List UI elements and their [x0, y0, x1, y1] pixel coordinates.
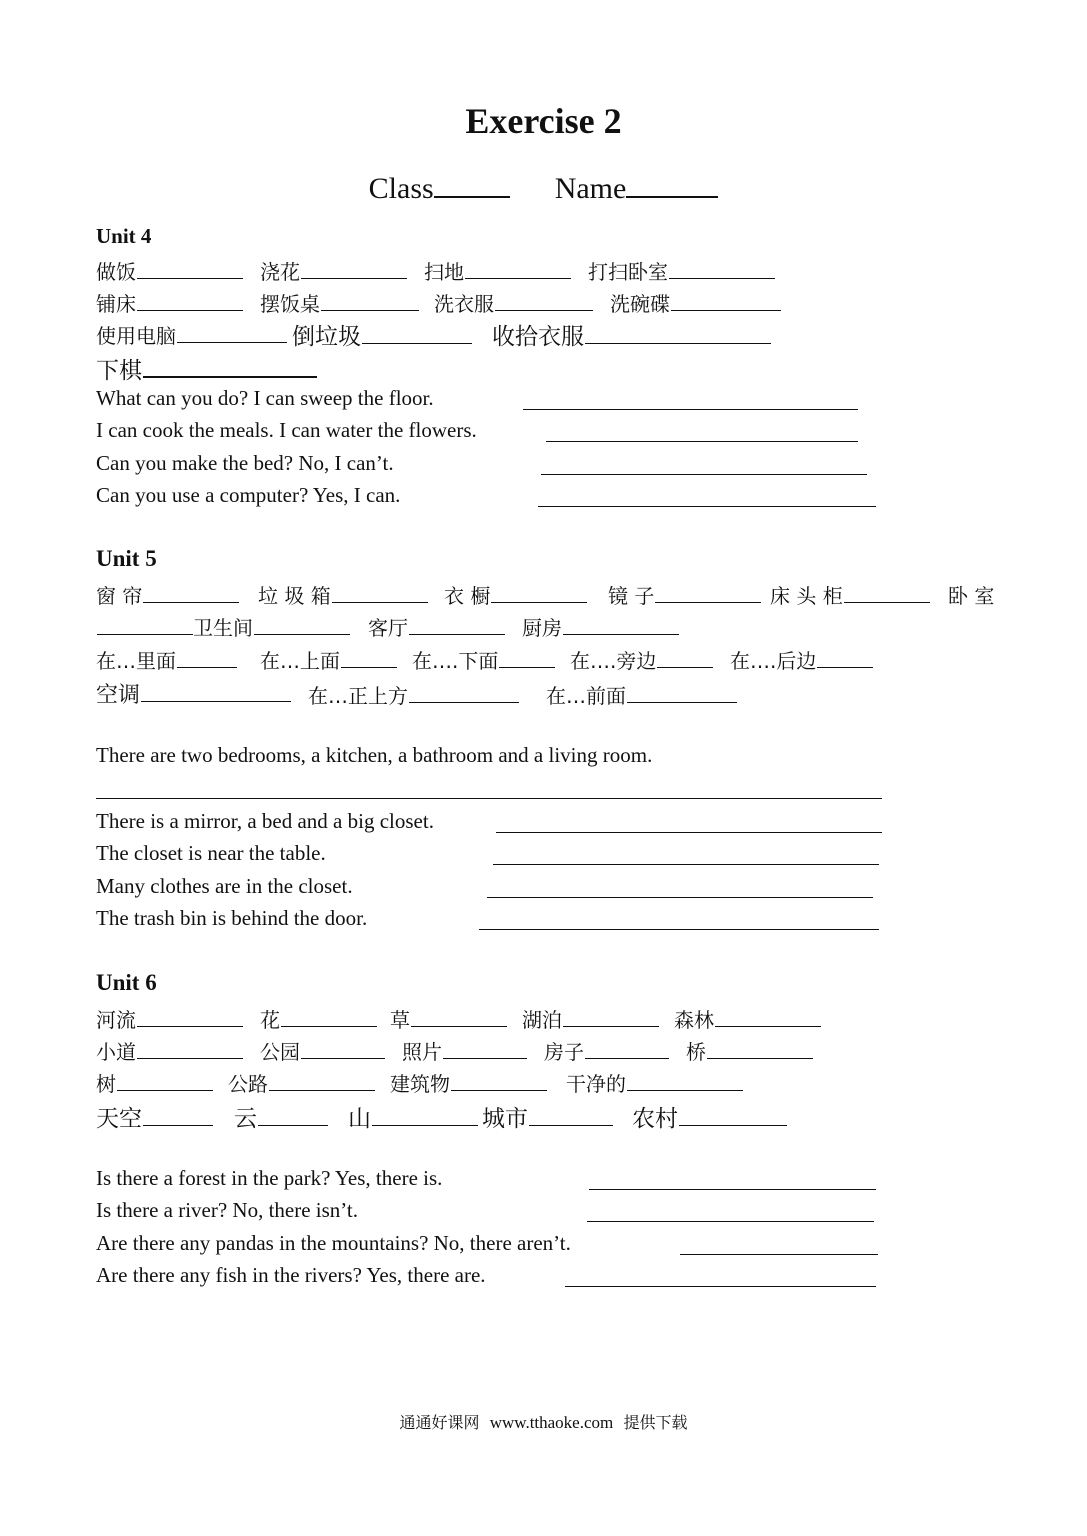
- answer-blank[interactable]: [627, 1070, 743, 1091]
- answer-blank[interactable]: [465, 258, 571, 279]
- vocab-item: 草: [390, 1004, 507, 1033]
- vocab-item: 云: [234, 1100, 328, 1133]
- vocab-item: 在…前面: [546, 680, 737, 709]
- answer-blank[interactable]: [669, 258, 775, 279]
- vocab-item: 在…正上方: [308, 680, 519, 709]
- vocab-item: 厨房: [522, 612, 679, 641]
- unit5-heading: Unit 5: [96, 546, 157, 571]
- vocab-item: 收拾衣服: [492, 318, 771, 351]
- answer-blank[interactable]: [332, 582, 428, 603]
- vocab-item: 使用电脑: [96, 320, 287, 349]
- vocab-item: 河流: [96, 1004, 243, 1033]
- vocab-item: 卧 室: [948, 584, 995, 608]
- unit5-sentence: The closet is near the table.: [96, 841, 326, 865]
- answer-blank[interactable]: [499, 647, 555, 668]
- answer-blank[interactable]: [585, 1038, 669, 1059]
- unit5-sentence: The trash bin is behind the door.: [96, 906, 368, 930]
- answer-blank[interactable]: [137, 1038, 243, 1059]
- answer-blank[interactable]: [411, 1006, 507, 1027]
- vocab-item: 小道: [96, 1036, 243, 1065]
- vocab-item: 浇花: [260, 256, 407, 285]
- answer-blank[interactable]: [715, 1006, 821, 1027]
- vocab-item: 森林: [674, 1004, 821, 1033]
- vocab-item: 镜 子: [608, 580, 761, 609]
- vocab-item: 山: [348, 1100, 478, 1133]
- vocab-item: 城市: [482, 1100, 613, 1133]
- unit5-sentence: Many clothes are in the closet.: [96, 874, 353, 898]
- vocab-item: 在….下面: [412, 645, 555, 674]
- vocab-item: 花: [260, 1004, 377, 1033]
- vocab-item: 公园: [260, 1036, 385, 1065]
- translation-blank[interactable]: [479, 909, 879, 930]
- unit6-sentence: Are there any fish in the rivers? Yes, there are.: [96, 1263, 486, 1287]
- unit4-heading: Unit 4: [96, 224, 152, 248]
- answer-blank[interactable]: [258, 1105, 328, 1126]
- vocab-item: 公路: [228, 1068, 375, 1097]
- unit6-heading: Unit 6: [96, 970, 157, 995]
- answer-blank[interactable]: [137, 258, 243, 279]
- answer-blank[interactable]: [679, 1105, 787, 1126]
- vocab-item: 树: [96, 1068, 213, 1097]
- translation-blank[interactable]: [523, 389, 858, 410]
- translation-blank[interactable]: [96, 778, 882, 799]
- answer-blank[interactable]: [281, 1006, 377, 1027]
- answer-blank[interactable]: [563, 1006, 659, 1027]
- vocab-item: 房子: [544, 1036, 669, 1065]
- answer-blank[interactable]: [443, 1038, 527, 1059]
- answer-blank[interactable]: [844, 582, 930, 603]
- vocab-item: 打扫卧室: [588, 256, 775, 285]
- vocab-item: 农村: [632, 1100, 787, 1133]
- page-footer: [0, 1410, 1087, 1433]
- answer-blank[interactable]: [301, 258, 407, 279]
- vocab-item: 空调: [96, 678, 291, 709]
- vocab-item: 建筑物: [390, 1068, 547, 1097]
- vocab-item: 铺床: [96, 288, 243, 317]
- footer-suffix: 提供下载: [623, 1413, 688, 1432]
- answer-blank[interactable]: [671, 290, 781, 311]
- unit4-sentence: I can cook the meals. I can water the flowers.: [96, 418, 477, 442]
- vocab-item: 垃 圾 箱: [258, 580, 428, 609]
- answer-blank[interactable]: [141, 681, 291, 702]
- unit6-sentence: Is there a forest in the park? Yes, there is.: [96, 1166, 443, 1190]
- translation-blank[interactable]: [493, 844, 879, 865]
- answer-blank[interactable]: [585, 323, 771, 344]
- unit5-sentence: There is a mirror, a bed and a big closet.: [96, 809, 434, 833]
- answer-blank[interactable]: [372, 1105, 478, 1126]
- class-label: Class: [368, 172, 434, 205]
- answer-blank[interactable]: [137, 1006, 243, 1027]
- answer-blank[interactable]: [409, 614, 505, 635]
- answer-blank[interactable]: [817, 647, 873, 668]
- answer-blank[interactable]: [177, 647, 237, 668]
- translation-blank[interactable]: [538, 486, 876, 507]
- vocab-item: 干净的: [566, 1068, 743, 1097]
- vocab-item: 衣 橱: [444, 580, 587, 609]
- vocab-item: 客厅: [368, 612, 505, 641]
- footer-url[interactable]: www.tthaoke.com: [489, 1413, 614, 1432]
- answer-blank[interactable]: [177, 322, 287, 343]
- answer-blank[interactable]: [563, 614, 679, 635]
- answer-blank[interactable]: [117, 1070, 213, 1091]
- answer-blank[interactable]: [627, 682, 737, 703]
- answer-blank[interactable]: [655, 582, 761, 603]
- vocab-item: 桥: [686, 1036, 813, 1065]
- answer-blank[interactable]: [301, 1038, 385, 1059]
- answer-blank[interactable]: [495, 290, 593, 311]
- answer-blank[interactable]: [491, 582, 587, 603]
- class-name-line: [0, 170, 1087, 206]
- vocab-item: 摆饭桌: [260, 288, 419, 317]
- unit5-sentence: There are two bedrooms, a kitchen, a bathroom and a living room.: [96, 743, 653, 767]
- vocab-item: 天空: [96, 1100, 213, 1133]
- vocab-item: 在…里面: [96, 645, 237, 674]
- answer-blank[interactable]: [143, 356, 317, 378]
- vocab-item: 湖泊: [522, 1004, 659, 1033]
- vocab-item: 在….后边: [730, 645, 873, 674]
- footer-site-name: 通通好课网: [399, 1413, 480, 1432]
- answer-blank[interactable]: [321, 290, 419, 311]
- unit4-sentence: Can you make the bed? No, I can’t.: [96, 451, 394, 475]
- translation-blank[interactable]: [487, 877, 873, 898]
- unit6-sentence: Is there a river? No, there isn’t.: [96, 1198, 359, 1222]
- vocab-item: 扫地: [424, 256, 571, 285]
- translation-blank[interactable]: [587, 1201, 874, 1222]
- answer-blank[interactable]: [451, 1070, 547, 1091]
- answer-blank[interactable]: [254, 614, 350, 635]
- vocab-item: 照片: [402, 1036, 527, 1065]
- vocab-item: 卫生间: [96, 612, 350, 641]
- translation-blank[interactable]: [546, 421, 858, 442]
- answer-blank[interactable]: [143, 582, 239, 603]
- unit4-sentence: Can you use a computer? Yes, I can.: [96, 483, 401, 507]
- answer-blank[interactable]: [269, 1070, 375, 1091]
- translation-blank[interactable]: [496, 812, 882, 833]
- class-blank[interactable]: [434, 170, 510, 198]
- vocab-item: 窗 帘: [96, 580, 239, 609]
- answer-blank[interactable]: [362, 323, 472, 344]
- page-title: Exercise 2: [465, 101, 622, 141]
- vocab-item: 倒垃圾: [292, 318, 472, 351]
- answer-blank[interactable]: [657, 647, 713, 668]
- vocab-item: 洗碗碟: [610, 288, 781, 317]
- unit6-sentence: Are there any pandas in the mountains? No, there aren’t.: [96, 1231, 571, 1255]
- vocab-item: 在…上面: [260, 645, 397, 674]
- answer-blank[interactable]: [409, 682, 519, 703]
- vocab-item: 洗衣服: [434, 288, 593, 317]
- answer-blank[interactable]: [707, 1038, 813, 1059]
- translation-blank[interactable]: [565, 1266, 876, 1287]
- vocab-item: 下棋: [96, 352, 317, 385]
- answer-blank[interactable]: [137, 290, 243, 311]
- translation-blank[interactable]: [680, 1234, 878, 1255]
- translation-blank[interactable]: [589, 1169, 876, 1190]
- answer-blank[interactable]: [529, 1105, 613, 1126]
- vocab-item: 在….旁边: [570, 645, 713, 674]
- name-label: Name: [554, 172, 627, 205]
- unit4-sentence: What can you do? I can sweep the floor.: [96, 386, 434, 410]
- answer-blank[interactable]: [143, 1105, 213, 1126]
- answer-blank[interactable]: [97, 614, 193, 635]
- answer-blank[interactable]: [341, 647, 397, 668]
- translation-blank[interactable]: [541, 454, 867, 475]
- vocab-item: 床 头 柜: [770, 580, 930, 609]
- vocab-item: 做饭: [96, 256, 243, 285]
- name-blank[interactable]: [626, 170, 718, 198]
